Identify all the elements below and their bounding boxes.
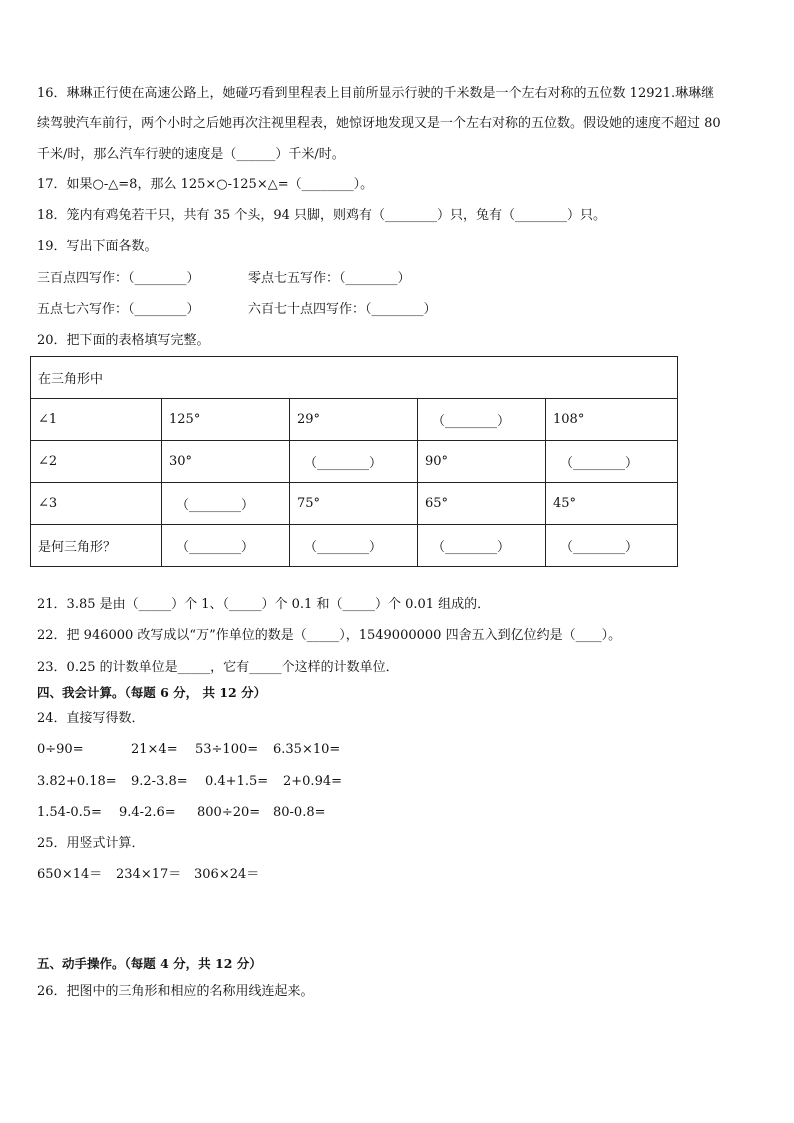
table-row [31,399,678,441]
table-cell: 90° [418,441,546,483]
q18: 18．笼内有鸡兔若干只，共有 35 个头，94 只脚，则鸡有（________）只，兔有（________）只。 [37,208,607,223]
q16-line-3: 千米/时，那么汽车行驶的速度是（______）千米/时。 [37,147,345,162]
q22: 22．把 946000 改写成以“万”作单位的数是（_____），1549000000 四舍五入到亿位约是（____）。 [37,628,622,643]
vertical-calc-item: 650×14＝ [37,867,103,882]
calc-item: 0.4+1.5= [205,774,269,789]
q19-item-3: 五点七六写作：（________） [37,302,200,317]
table-cell-blank[interactable]: （________） [546,525,678,567]
q19-item-2: 零点七五写作：（________） [248,271,411,286]
calc-item: 3.82+0.18= [37,774,117,789]
row-label: ∠1 [31,399,162,441]
table-cell-blank[interactable]: （________） [418,525,546,567]
table-cell-blank[interactable]: （________） [290,441,418,483]
calc-item: 80-0.8= [273,805,326,820]
row-label: ∠2 [31,441,162,483]
q19-title: 19．写出下面各数。 [37,239,158,254]
vertical-calc-item: 234×17＝ [116,867,182,882]
q16-line-2: 续驾驶汽车前行，两个小时之后她再次注视里程表，她惊讶地发现又是一个左右对称的五位数。假设她的速度不超过 80 [37,116,721,131]
q24-title: 24．直接写得数． [37,711,145,726]
vertical-calc-item: 306×24＝ [194,867,260,882]
q25-title: 25．用竖式计算． [37,836,145,851]
table-header: 在三角形中 [31,357,678,399]
section-4-heading: 四、我会计算。（每题 6 分， 共 12 分） [37,685,267,700]
calc-item: 1.54-0.5= [37,805,102,820]
table-row [31,483,678,525]
calc-item: 9.2-3.8= [131,774,188,789]
table-cell-blank[interactable]: （________） [546,441,678,483]
table-cell: 125° [162,399,290,441]
row-label: ∠3 [31,483,162,525]
calc-item: 9.4-2.6= [119,805,176,820]
calc-item: 0÷90= [37,742,84,757]
table-cell: 30° [162,441,290,483]
table-row [31,441,678,483]
table-row [31,525,678,567]
table-cell: 29° [290,399,418,441]
calc-item: 2+0.94= [283,774,343,789]
table-cell: 75° [290,483,418,525]
table-cell-blank[interactable]: （________） [162,525,290,567]
calc-item: 6.35×10= [273,742,341,757]
table-cell-blank[interactable]: （________） [290,525,418,567]
table-cell: 45° [546,483,678,525]
q17: 17．如果○-△=8，那么 125×○-125×△=（________）。 [37,177,374,192]
q20-title: 20．把下面的表格填写完整。 [37,333,210,348]
section-5-heading: 五、动手操作。（每题 4 分，共 12 分） [37,956,262,971]
q19-item-4: 六百七十点四写作：（________） [248,302,437,317]
q16-line-1: 16．琳琳正行使在高速公路上，她碰巧看到里程表上目前所显示行驶的千米数是一个左右对称的五位数 12921.琳琳继 [37,86,715,101]
calc-item: 53÷100= [195,742,259,757]
q19-item-1: 三百点四写作：（________） [37,271,200,286]
q21: 21．3.85 是由（_____）个 1、（_____）个 0.1 和（_____）个 0.01 组成的． [37,597,491,612]
q26: 26．把图中的三角形和相应的名称用线连起来。 [37,984,314,999]
table-cell-blank[interactable]: （________） [162,483,290,525]
q23: 23．0.25 的计数单位是_____，它有_____个这样的计数单位． [37,660,399,675]
table-header-row [31,357,678,399]
triangle-table [30,356,678,567]
table-cell: 65° [418,483,546,525]
calc-item: 21×4= [131,742,178,757]
calc-item: 800÷20= [197,805,261,820]
row-label: 是何三角形？ [31,525,162,567]
table-cell: 108° [546,399,678,441]
table-cell-blank[interactable]: （________） [418,399,546,441]
